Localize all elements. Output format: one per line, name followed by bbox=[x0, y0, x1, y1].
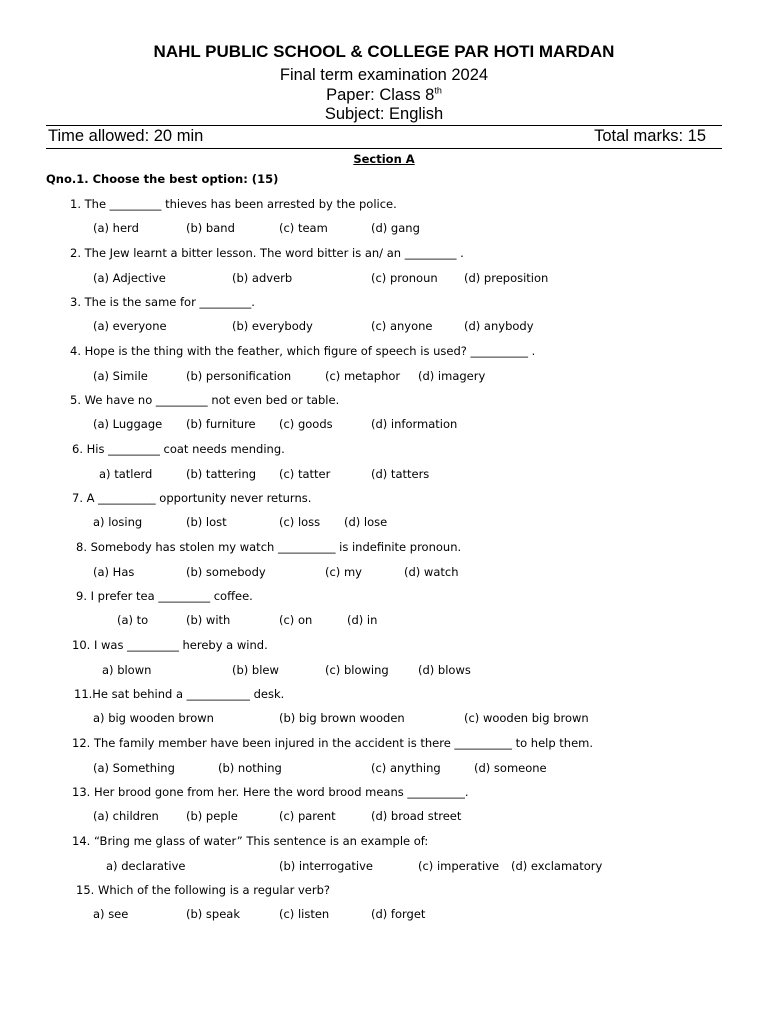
question-1-option-a: (a) herd bbox=[93, 221, 139, 235]
question-9-text: 9. I prefer tea _________ coffee. bbox=[76, 589, 253, 603]
question-12-option-a: (a) Something bbox=[93, 761, 175, 775]
question-15-option-a: a) see bbox=[93, 907, 129, 921]
question-14-option-c: (c) imperative bbox=[418, 859, 500, 873]
question-11-text: 11.He sat behind a ___________ desk. bbox=[74, 687, 285, 701]
question-5-option-b: (b) furniture bbox=[186, 417, 256, 431]
subject-line: Subject: English bbox=[324, 105, 444, 123]
question-4-text: 4. Hope is the thing with the feather, which figure of speech is used? __________ . bbox=[70, 344, 536, 358]
question-9-option-d: (d) in bbox=[347, 613, 378, 627]
question-4-option-b: (b) personification bbox=[186, 369, 292, 383]
question-5-text: 5. We have no _________ not even bed or table. bbox=[70, 393, 340, 407]
question-5-option-a: (a) Luggage bbox=[93, 417, 163, 431]
question-6-option-d: (d) tatters bbox=[371, 467, 430, 481]
question-15-option-c: (c) listen bbox=[279, 907, 330, 921]
question-9-option-b: (b) with bbox=[186, 613, 231, 627]
question-8-option-d: (d) watch bbox=[404, 565, 459, 579]
question-7-option-b: (b) lost bbox=[186, 515, 227, 529]
question-15-text: 15. Which of the following is a regular verb? bbox=[76, 883, 331, 897]
question-8-option-b: (b) somebody bbox=[186, 565, 266, 579]
paper-class bbox=[0, 86, 768, 105]
question-6-text: 6. His _________ coat needs mending. bbox=[72, 442, 285, 456]
question-10-option-a: a) blown bbox=[102, 663, 152, 677]
question-2-text: 2. The Jew learnt a bitter lesson. The word bitter is an/ an _________ . bbox=[70, 246, 464, 260]
question-5-option-c: (c) goods bbox=[279, 417, 333, 431]
question-11-option-b: (b) big brown wooden bbox=[279, 711, 405, 725]
question-1-option-d: (d) gang bbox=[371, 221, 420, 235]
paper-class-suffix: th bbox=[434, 85, 442, 96]
time-allowed: Time allowed: 20 min bbox=[48, 127, 204, 145]
question-3-option-d: (d) anybody bbox=[464, 319, 534, 333]
question-3-option-c: (c) anyone bbox=[371, 319, 433, 333]
question-12-text: 12. The family member have been injured in the accident is there __________ to help them. bbox=[72, 736, 594, 750]
question-4-option-a: (a) Simile bbox=[93, 369, 148, 383]
question-7-option-d: (d) lose bbox=[344, 515, 388, 529]
total-marks: Total marks: 15 bbox=[594, 127, 706, 145]
question-12-option-c: (c) anything bbox=[371, 761, 441, 775]
question-5-option-d: (d) information bbox=[371, 417, 458, 431]
school-name: NAHL PUBLIC SCHOOL & COLLEGE PAR HOTI MARDAN bbox=[153, 42, 615, 61]
question-12-option-b: (b) nothing bbox=[218, 761, 282, 775]
paper-class-text: Paper: Class 8 bbox=[326, 86, 435, 104]
question-8-text: 8. Somebody has stolen my watch __________ is indefinite pronoun. bbox=[76, 540, 462, 554]
question-1-option-b: (b) band bbox=[186, 221, 235, 235]
question-10-option-c: (c) blowing bbox=[325, 663, 389, 677]
question-12-option-d: (d) someone bbox=[474, 761, 547, 775]
question-8-option-c: (c) my bbox=[325, 565, 362, 579]
question-15-option-d: (d) forget bbox=[371, 907, 426, 921]
section-title: Section A bbox=[353, 152, 415, 166]
question-9-option-c: (c) on bbox=[279, 613, 313, 627]
question-13-option-a: (a) children bbox=[93, 809, 159, 823]
question-10-option-b: (b) blew bbox=[232, 663, 279, 677]
question-9-option-a: (a) to bbox=[117, 613, 149, 627]
question-3-option-b: (b) everybody bbox=[232, 319, 313, 333]
question-7-option-c: (c) loss bbox=[279, 515, 321, 529]
question-13-text: 13. Her brood gone from her. Here the word brood means __________. bbox=[72, 785, 469, 799]
question-14-option-a: a) declarative bbox=[106, 859, 186, 873]
question-heading: Qno.1. Choose the best option: (15) bbox=[46, 172, 279, 186]
question-2-option-c: (c) pronoun bbox=[371, 271, 438, 285]
question-10-option-d: (d) blows bbox=[418, 663, 471, 677]
question-13-option-b: (b) peple bbox=[186, 809, 238, 823]
question-4-option-c: (c) metaphor bbox=[325, 369, 401, 383]
question-2-option-b: (b) adverb bbox=[232, 271, 293, 285]
question-13-option-c: (c) parent bbox=[279, 809, 336, 823]
top-divider bbox=[46, 125, 722, 126]
question-14-option-d: (d) exclamatory bbox=[511, 859, 603, 873]
exam-title: Final term examination 2024 bbox=[279, 66, 489, 84]
question-6-option-b: (b) tattering bbox=[186, 467, 257, 481]
question-2-option-a: (a) Adjective bbox=[93, 271, 166, 285]
question-1-text: 1. The _________ thieves has been arrested by the police. bbox=[70, 197, 397, 211]
question-11-option-a: a) big wooden brown bbox=[93, 711, 214, 725]
question-2-option-d: (d) preposition bbox=[464, 271, 549, 285]
question-3-text: 3. The is the same for _________. bbox=[70, 295, 255, 309]
question-7-option-a: a) losing bbox=[93, 515, 143, 529]
question-10-text: 10. I was _________ hereby a wind. bbox=[72, 638, 268, 652]
question-8-option-a: (a) Has bbox=[93, 565, 135, 579]
question-1-option-c: (c) team bbox=[279, 221, 328, 235]
question-14-option-b: (b) interrogative bbox=[279, 859, 373, 873]
bottom-divider bbox=[46, 148, 722, 149]
question-7-text: 7. A __________ opportunity never returns. bbox=[72, 491, 312, 505]
question-3-option-a: (a) everyone bbox=[93, 319, 167, 333]
question-6-option-c: (c) tatter bbox=[279, 467, 331, 481]
question-11-option-c: (c) wooden big brown bbox=[464, 711, 589, 725]
question-13-option-d: (d) broad street bbox=[371, 809, 462, 823]
question-15-option-b: (b) speak bbox=[186, 907, 241, 921]
question-4-option-d: (d) imagery bbox=[418, 369, 486, 383]
question-14-text: 14. “Bring me glass of water” This sentence is an example of: bbox=[72, 834, 429, 848]
question-6-option-a: a) tatlerd bbox=[99, 467, 153, 481]
